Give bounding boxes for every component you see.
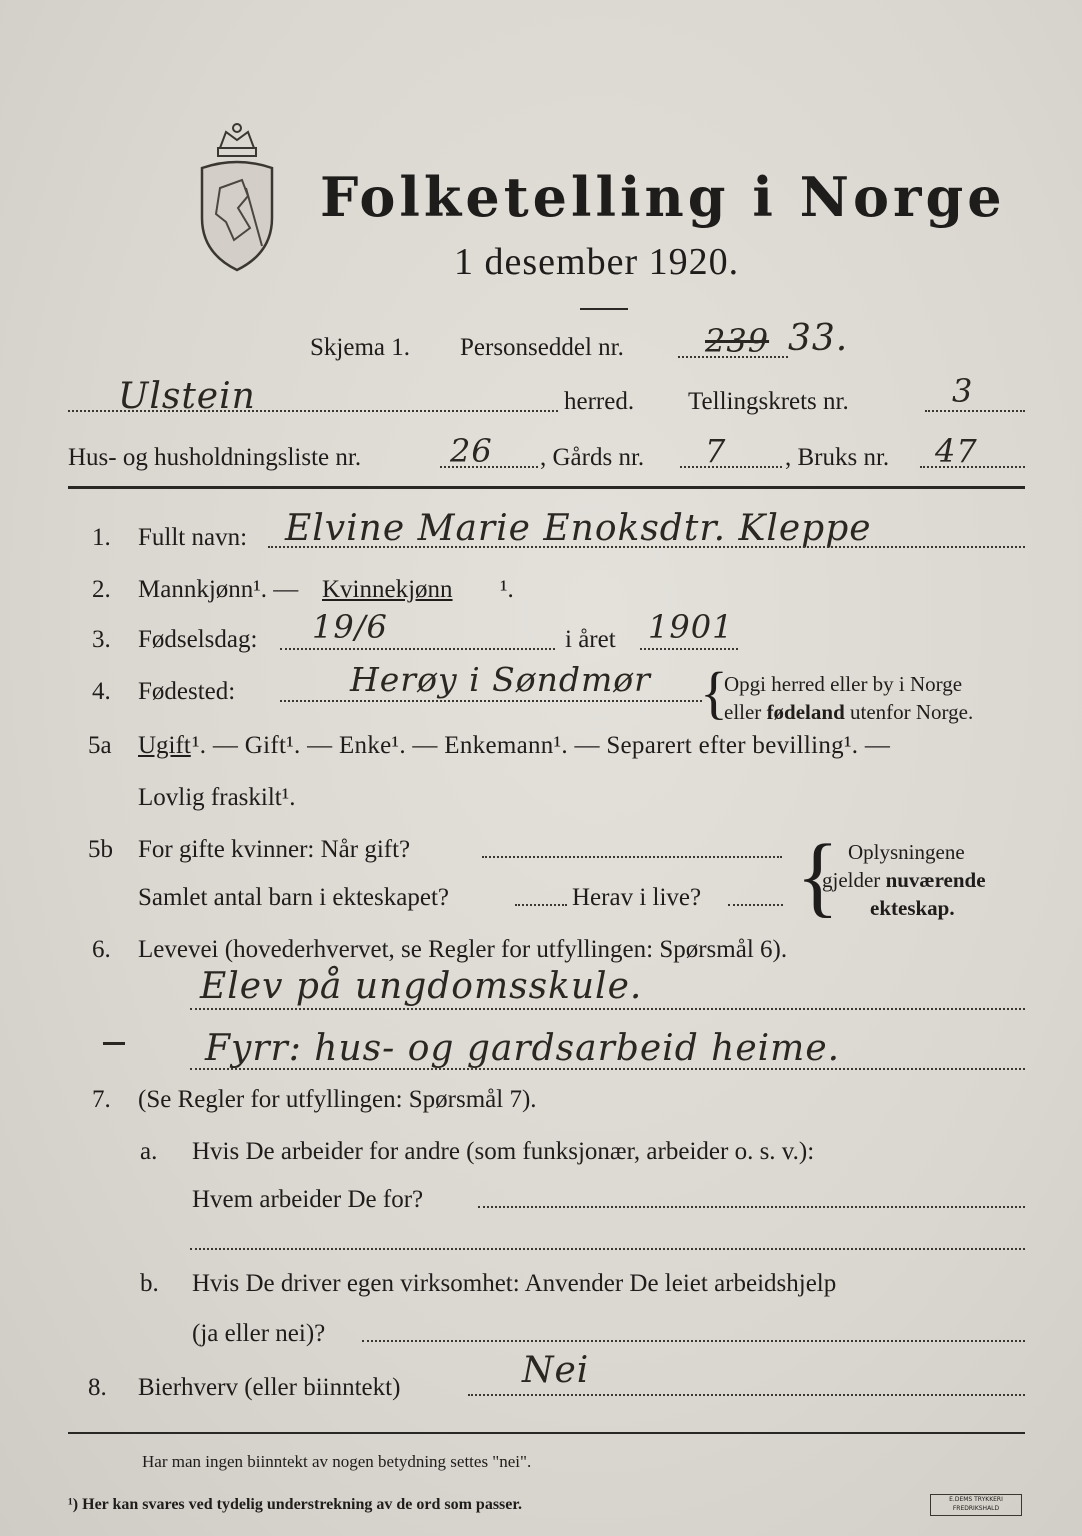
- q5a-options: ¹. — Gift¹. — Enke¹. — Enkemann¹. — Separert efter bevilling¹. —: [192, 732, 891, 759]
- q7-number: 7.: [92, 1086, 111, 1113]
- q7-label: (Se Regler for utfyllingen: Spørsmål 7).: [138, 1086, 537, 1113]
- printer-mark: E.DEMS TRYKKERI FREDRIKSHALD: [930, 1494, 1022, 1516]
- footer-footnote: ¹) Her kan svares ved tydelig understrekning av de ord som passer.: [68, 1496, 523, 1513]
- gards-label: , Gårds nr.: [540, 444, 645, 471]
- q3-number: 3.: [92, 626, 111, 653]
- q5a-options-line2: Lovlig fraskilt¹.: [138, 784, 296, 811]
- q2-male-option: Mannkjønn¹. —: [138, 576, 299, 603]
- personseddel-struck-value: 239: [705, 322, 770, 360]
- skjema-label: Skjema 1.: [310, 334, 410, 361]
- q2-number: 2.: [92, 576, 111, 603]
- q8-value: Nei: [522, 1350, 590, 1391]
- q7a-question: Hvem arbeider De for?: [192, 1186, 424, 1213]
- herred-value: Ulstein: [118, 376, 256, 417]
- q4-note-line2: eller fødeland utenfor Norge.: [724, 700, 974, 724]
- census-date: 1 desember 1920.: [454, 241, 740, 283]
- q6-answer-line1: Elev på ungdomsskule.: [200, 966, 643, 1007]
- personseddel-label: Personseddel nr.: [460, 334, 624, 361]
- q3-year-label: i året: [565, 626, 616, 653]
- q4-label: Fødested:: [138, 678, 236, 705]
- q1-number: 1.: [92, 524, 111, 551]
- q5b-note-line1: Oplysningene: [848, 840, 965, 864]
- q5b-married-when-label: For gifte kvinner: Når gift?: [138, 836, 411, 863]
- form-title: Folketelling i Norge: [320, 165, 1006, 229]
- bruks-label: , Bruks nr.: [785, 444, 890, 471]
- q7b-letter: b.: [140, 1270, 159, 1297]
- husliste-value: 26: [450, 432, 493, 470]
- q5b-children-label: Samlet antal barn i ekteskapet?: [138, 884, 449, 911]
- q3-year-value: 1901: [648, 608, 734, 646]
- q7a-letter: a.: [140, 1138, 158, 1165]
- q7a-text: Hvis De arbeider for andre (som funksjonær, arbeider o. s. v.):: [192, 1138, 815, 1165]
- gards-value: 7: [705, 432, 727, 470]
- q8-label: Bierhverv (eller biinntekt): [138, 1374, 401, 1401]
- q4-note-line1: Opgi herred eller by i Norge: [724, 672, 963, 696]
- q1-full-name-value: Elvine Marie Enoksdtr. Kleppe: [285, 508, 872, 549]
- herred-label: herred.: [564, 388, 635, 415]
- q2-footnote-mark: ¹.: [500, 576, 514, 603]
- title-divider: [580, 308, 628, 310]
- census-form-page: Folketelling i Norge 1 desember 1920. Skjema 1. Personseddel nr. 239 33. Ulstein herred. Tellingskrets nr. 3 Hus- og husholdningsliste nr. 26 , Gårds nr. 7 , Bruks nr. 47 1. Fullt navn: Elvine Marie Enoksdtr. Kleppe 2. Mannkjønn¹. — Kvinnekjønn ¹. 3. Fødselsdag: 19/6 i året 1901 4. Fødested: Herøy i Søndmør { Opgi herred eller by i Norge eller fødeland utenfor Norge. 5a Ugift ¹. — Gift¹. — Enke¹. — Enkemann¹. — Separert efter bevilling¹. — Lovlig fraskilt¹. 5b For gifte kvinner: Når gift? Samlet antal barn i ekteskapet? Herav i live? { Oplysningene gjelder nuværende ekteskap. 6. Levevei (hovederhvervet, se Regler for utfyllingen: Spørsmål 6). Elev på ungdomsskule. Fyrr: hus- og gardsarbeid heime. 7. (Se Regler for utfyllingen: Spørsmål 7). a. Hvis De arbeider for andre (som funksjonær, arbeider o. s. v.): Hvem arbeider De for? b. Hvis De driver egen virksomhet: Anvender De leiet arbeidshjelp (ja eller nei)? 8. Bierhverv (eller biinntekt) Nei Har man ingen biinntekt av nogen betydning settes "nei". ¹) Her kan svares ved tydelig understrekning av de ord som passer. E.DEMS TRYKKERI FREDRIKSHALD: [0, 0, 1082, 1536]
- footer-separator: [68, 1432, 1025, 1434]
- q3-birthday-value: 19/6: [312, 608, 388, 646]
- q1-label: Fullt navn:: [138, 524, 248, 551]
- q7b-text: Hvis De driver egen virksomhet: Anvender De leiet arbeidshjelp: [192, 1270, 837, 1297]
- bruks-value: 47: [935, 432, 978, 470]
- q6-number: 6.: [92, 936, 111, 963]
- husliste-label: Hus- og husholdningsliste nr.: [68, 444, 362, 471]
- margin-dash-mark: [103, 1042, 125, 1045]
- q3-label: Fødselsdag:: [138, 626, 258, 653]
- q4-birthplace-value: Herøy i Søndmør: [350, 660, 651, 699]
- q4-number: 4.: [92, 678, 111, 705]
- q7b-question: (ja eller nei)?: [192, 1320, 326, 1347]
- tellingskrets-label: Tellingskrets nr.: [688, 388, 849, 415]
- q6-answer-line2: Fyrr: hus- og gardsarbeid heime.: [205, 1028, 841, 1069]
- q5a-ugift-selected: Ugift: [138, 732, 191, 759]
- tellingskrets-value: 3: [952, 372, 974, 410]
- q5a-number: 5a: [88, 732, 112, 759]
- footer-note: Har man ingen biinntekt av nogen betydning settes "nei".: [142, 1452, 532, 1471]
- header-separator: [68, 486, 1025, 489]
- q2-female-option-selected: Kvinnekjønn: [322, 576, 453, 603]
- norway-coat-of-arms-icon: [190, 118, 285, 278]
- q8-number: 8.: [88, 1374, 107, 1401]
- personseddel-value: 33.: [788, 318, 849, 359]
- q5b-alive-label: Herav i live?: [572, 884, 702, 911]
- q5b-number: 5b: [88, 836, 113, 863]
- q5b-note-line3: ekteskap.: [870, 896, 955, 920]
- q5b-note-line2: gjelder nuværende: [822, 868, 986, 892]
- q6-label: Levevei (hovederhvervet, se Regler for utfyllingen: Spørsmål 6).: [138, 936, 788, 963]
